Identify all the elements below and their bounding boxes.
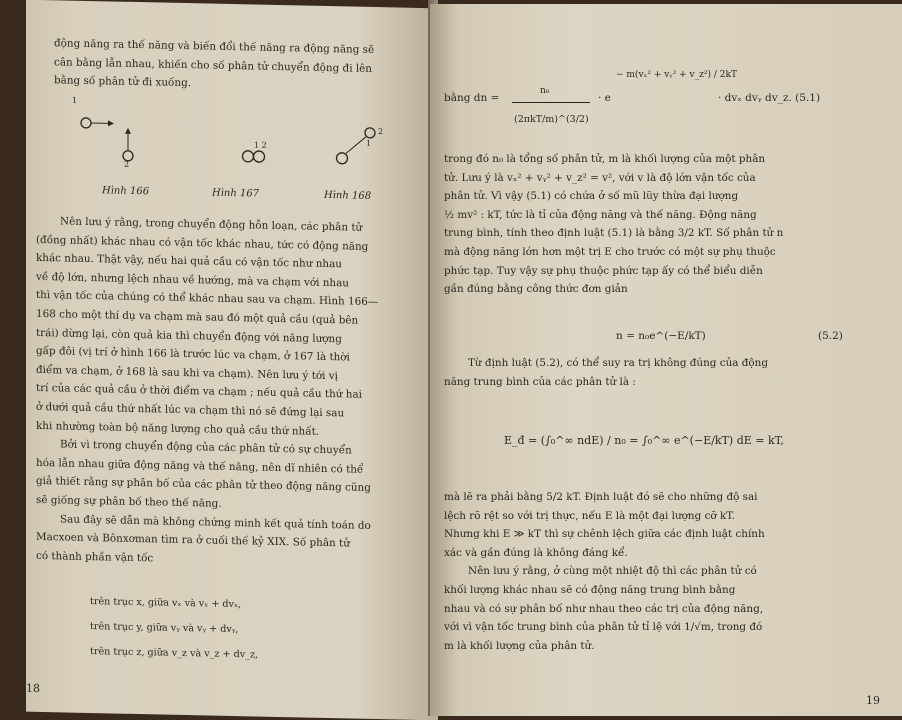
text-line: trên trục x, giữa vₓ và vₓ + dvₓ,	[90, 589, 430, 621]
text-line: bằng số phân tử đi xuống.	[54, 71, 430, 97]
text-line: Sau đây sẽ dẫn mà không chứng minh kết quả tính toán do	[36, 509, 430, 536]
text-line: động năng ra thế năng và biến đổi thế năng ra động năng sẽ	[54, 34, 430, 60]
fig168-label-2: 2	[378, 127, 383, 136]
page-number-left: 18	[26, 682, 40, 695]
fig167-labels: 1 2	[254, 140, 267, 149]
text-line: khác nhau. Thật vậy, nếu hai quả cầu có vận tốc như nhau	[36, 249, 430, 276]
text-line: tử. Lưu ý là vₓ² + vᵧ² + v_z² = v², với v là độ lớn vận tốc của	[444, 169, 892, 188]
body-paragraphs	[36, 212, 430, 574]
text-line: điểm va chạm, ở 168 là sau khi va chạm). Nên lưu ý tới vị	[36, 361, 430, 388]
right-page	[430, 4, 902, 716]
text-line: nhau và có sự phân bố như nhau theo các trị của động năng,	[444, 600, 892, 619]
text-line: phức tạp. Tuy vậy sự phụ thuộc phức tạp ấy có thể biểu diễn	[444, 262, 892, 281]
velocity-conditions	[90, 589, 430, 671]
text-line: trong đó n₀ là tổng số phân tử, m là khối lượng của một phân	[444, 150, 892, 169]
figure-167-drawing	[243, 151, 265, 162]
text-line: sẽ giống sự phân bố theo thế năng.	[36, 491, 430, 518]
text-line: gần đúng bằng công thức đơn giản	[444, 280, 892, 299]
text-line: mà lẽ ra phải bằng 5/2 kT. Định luật đó sẽ cho những độ sai	[444, 488, 892, 507]
text-line: trên trục z, giữa v_z và v_z + dv_z,	[90, 639, 430, 671]
eq51-fraction-bar	[512, 102, 590, 103]
text-line: xác và gần đúng là không đáng kể.	[444, 544, 892, 563]
eq51-denominator: (2πkT/m)^(3/2)	[514, 114, 589, 125]
text-line: m là khối lượng của phân tử.	[444, 637, 892, 656]
caption-hinh-168: Hình 168	[324, 190, 371, 202]
text-line: khối lượng khác nhau sẽ có động năng trung bình bằng	[444, 581, 892, 600]
text-line: Nên lưu ý rằng, trong chuyển động hỗn loạn, các phân tử	[36, 212, 430, 239]
text-line: với vì vận tốc trung bình của phân tử tỉ lệ với 1/√m, trong đó	[444, 618, 892, 637]
eq52-label: (5.2)	[818, 330, 843, 342]
eq52: n = n₀e^(−E/kT)	[616, 330, 706, 342]
intro-paragraph	[54, 34, 430, 98]
text-line: thì vận tốc của chúng có thể khác nhau sau va chạm. Hình 166—	[36, 286, 430, 313]
text-line: Từ định luật (5.2), có thể suy ra trị không đúng của động	[444, 354, 892, 373]
page-number-right: 19	[866, 694, 880, 707]
left-page	[26, 0, 438, 720]
text-line: năng trung bình của các phân tử là :	[444, 373, 892, 392]
text-line: gấp đôi (vị trí ở hình 166 là trước lúc va chạm, ở 167 là thời	[36, 342, 430, 369]
caption-hinh-167: Hình 167	[212, 188, 259, 200]
text-line: phân tử. Vì vậy (5.1) có chứa ở số mũ lũy thừa đại lượng	[444, 187, 892, 206]
eq51-lead: bằng dn =	[444, 92, 499, 104]
text-line: trí của các quả cầu ở thời điểm va chạm ; nếu quả cầu thứ hai	[36, 379, 430, 406]
text-line: ½ mv² : kT, tức là tỉ của động năng và thế năng. Động năng	[444, 206, 892, 225]
text-line: giả thiết rằng sự phân bố của các phân tử theo động năng cũng	[36, 472, 430, 499]
paragraph-b	[444, 354, 892, 391]
eq51-numerator: n₀	[540, 86, 549, 96]
fig166-label-2: 2	[124, 160, 129, 169]
text-line: về độ lớn, nhưng lệch nhau về hướng, mà va chạm với nhau	[36, 268, 430, 295]
fig166-label-1: 1	[72, 96, 77, 105]
text-line: trái) dừng lại, còn quả kia thì chuyển động với năng lượng	[36, 323, 430, 350]
figure-166-drawing	[81, 118, 133, 161]
text-line: Bởi vì trong chuyển động của các phân tử có sự chuyển	[36, 435, 430, 462]
text-line: Nên lưu ý rằng, ở cùng một nhiệt độ thì các phân tử có	[444, 562, 892, 581]
text-line: trên trục y, giữa vᵧ và vᵧ + dvᵧ,	[90, 614, 430, 646]
paragraph-a	[444, 150, 892, 299]
caption-hinh-166: Hình 166	[102, 185, 149, 197]
text-line: cân bằng lẫn nhau, khiến cho số phân tử chuyển động đi lên	[54, 53, 430, 79]
eq51-exponent: − m(vₓ² + vᵧ² + v_z²) / 2kT	[616, 70, 737, 80]
text-line: ở dưới quả cầu thứ nhất lúc va chạm thì nó sẽ đứng lại sau	[36, 398, 430, 425]
text-line: trung bình, tính theo định luật (5.1) là bằng 3/2 kT. Số phân tử n	[444, 224, 892, 243]
eq51-tail: · dvₓ dvᵧ dv_z. (5.1)	[718, 92, 820, 104]
text-line: khi nhường toàn bộ năng lượng cho quả cầu thứ nhất.	[36, 416, 430, 443]
eq53: E_đ = (∫₀^∞ ndE) / n₀ = ∫₀^∞ e^(−E/kT) dE = kT,	[504, 434, 784, 447]
collision-figures	[72, 101, 402, 188]
text-line: có thành phần vận tốc	[36, 547, 430, 574]
paragraph-c	[444, 488, 892, 655]
text-line: mà động năng lớn hơn một trị E cho trước có một sự phụ thuộc	[444, 243, 892, 262]
text-line: 168 cho một thí dụ va chạm mà sau đó một quả cầu (quả bên	[36, 305, 430, 332]
eq51-e: · e	[598, 92, 611, 104]
fig168-label-1: 1	[366, 139, 371, 148]
text-line: hóa lẫn nhau giữa động năng và thế năng, nên dĩ nhiên có thể	[36, 454, 430, 481]
text-line: Nhưng khi E ≫ kT thì sự chênh lệch giữa các định luật chính	[444, 525, 892, 544]
text-line: Macxoen và Bônxơman tìm ra ở cuối thế kỷ XIX. Số phân tử	[36, 528, 430, 555]
text-line: (đồng nhất) khác nhau có vận tốc khác nhau, tức có động năng	[36, 230, 430, 257]
text-line: lệch rõ rệt so với trị thực, nếu E là một đại lượng cỡ kT.	[444, 507, 892, 526]
